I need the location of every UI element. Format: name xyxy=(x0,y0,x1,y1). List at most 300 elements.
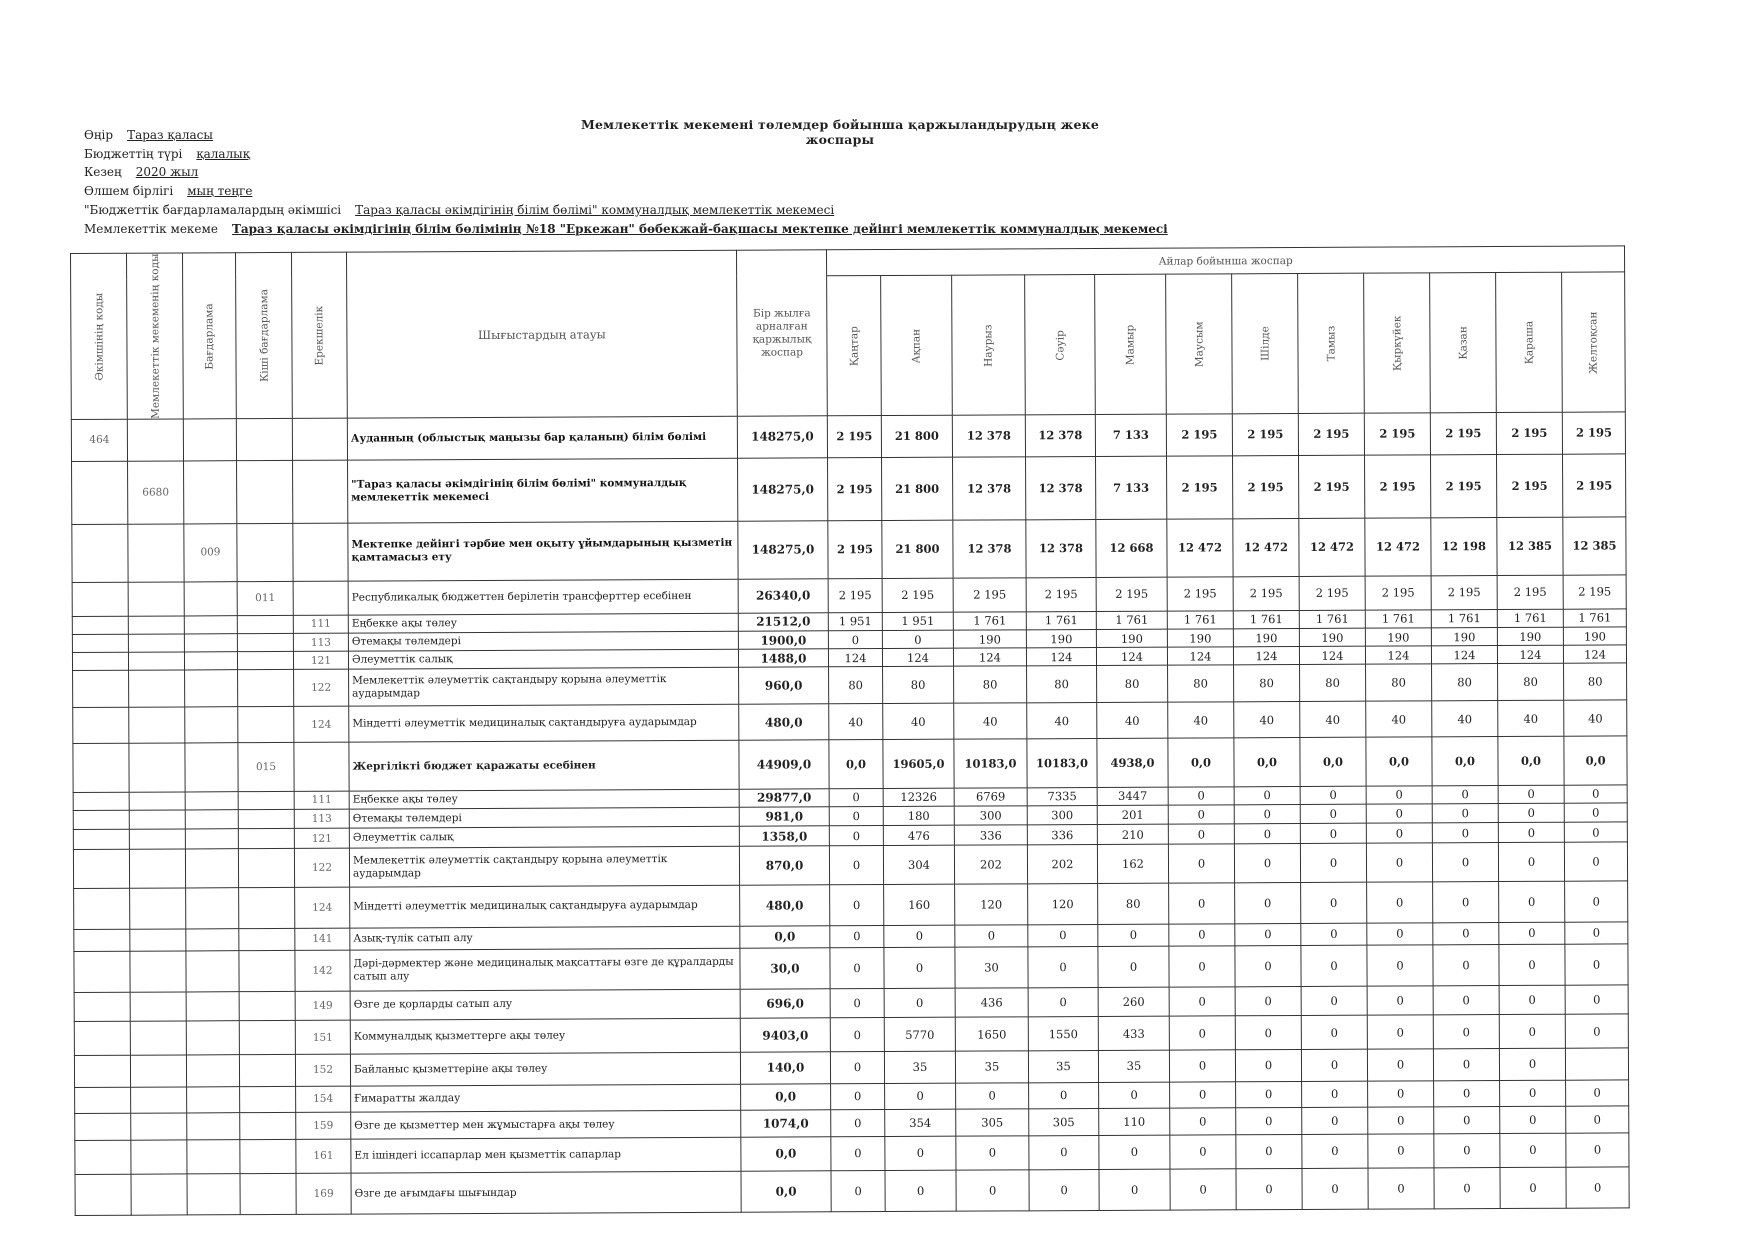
header-month: Шілде xyxy=(1232,274,1299,414)
month-value-cell: 0 xyxy=(1368,1168,1434,1210)
code-cell xyxy=(240,1139,296,1173)
month-value-cell: 0 xyxy=(1235,986,1301,1015)
code-cell xyxy=(74,929,130,951)
expense-name-cell: Өтемақы төлемдері xyxy=(348,631,738,651)
table-header xyxy=(71,246,1626,420)
month-value-cell: 2 195 xyxy=(953,578,1026,612)
table-row xyxy=(72,517,1626,583)
month-value-cell: 0 xyxy=(885,1170,956,1212)
month-value-cell: 354 xyxy=(885,1109,956,1136)
annual-total-cell: 1900,0 xyxy=(738,631,828,650)
month-value-cell: 190 xyxy=(1167,629,1233,648)
month-value-cell: 80 xyxy=(829,667,883,704)
month-value-cell: 1 761 xyxy=(1563,609,1626,627)
month-value-cell: 0 xyxy=(830,925,884,947)
month-value-cell: 21 800 xyxy=(881,416,952,458)
month-value-cell: 124 xyxy=(828,649,882,667)
expense-name-cell: Өзге де қорларды сатып алу xyxy=(350,989,740,1020)
month-value-cell: 0 xyxy=(1366,823,1432,843)
code-cell xyxy=(128,524,184,583)
month-value-cell: 40 xyxy=(883,703,954,740)
month-value-cell: 80 xyxy=(1564,663,1627,700)
month-value-cell: 0 xyxy=(829,826,883,846)
month-value-cell: 0 xyxy=(830,884,884,926)
code-cell xyxy=(73,830,129,850)
annual-total-cell: 29877,0 xyxy=(739,789,829,808)
month-value-cell: 0 xyxy=(1098,924,1169,946)
code-cell: 152 xyxy=(295,1054,350,1086)
table-row xyxy=(75,1167,1629,1216)
code-cell xyxy=(239,950,295,992)
month-value-cell: 0 xyxy=(1169,945,1235,987)
month-value-cell: 0 xyxy=(1433,985,1499,1014)
month-value-cell: 300 xyxy=(954,806,1027,826)
expense-name-cell: Ғимаратты жалдау xyxy=(351,1084,741,1113)
annual-total-cell: 140,0 xyxy=(740,1052,830,1084)
month-value-cell: 2 195 xyxy=(1233,455,1299,518)
expense-name-cell: Әлеуметтік салық xyxy=(349,827,739,848)
code-cell xyxy=(186,887,239,929)
meta-value: 2020 жыл xyxy=(135,165,199,179)
month-value-cell: 0 xyxy=(1302,1168,1368,1210)
expense-name-cell: Міндетті әлеуметтік медициналық сақтандыруға аударымдар xyxy=(350,885,740,928)
code-cell xyxy=(131,1174,187,1216)
code-cell xyxy=(237,652,293,670)
month-value-cell: 80 xyxy=(1366,664,1432,701)
code-cell xyxy=(185,829,238,849)
month-value-cell: 0 xyxy=(1169,987,1235,1016)
code-cell xyxy=(72,652,128,670)
month-value-cell: 0 xyxy=(1234,786,1300,805)
code-cell xyxy=(185,848,238,887)
month-value-cell: 0 xyxy=(1434,1080,1500,1107)
code-cell xyxy=(75,1140,131,1174)
month-value-cell: 124 xyxy=(1167,647,1233,666)
month-value-cell: 0 xyxy=(1498,803,1564,823)
month-value-cell: 0 xyxy=(1301,1049,1367,1081)
month-value-cell: 162 xyxy=(1097,844,1168,883)
month-value-cell: 12 378 xyxy=(1026,456,1096,519)
month-value-cell: 0 xyxy=(1499,944,1565,986)
month-value-cell: 0 xyxy=(1565,1014,1628,1048)
code-cell xyxy=(187,1113,240,1140)
month-value-cell: 0 xyxy=(884,925,955,947)
annual-total-cell: 9403,0 xyxy=(740,1018,830,1052)
month-value-cell: 0 xyxy=(1566,1106,1629,1133)
code-cell xyxy=(129,707,185,744)
code-cell xyxy=(238,791,294,809)
annual-total-cell: 480,0 xyxy=(740,884,830,926)
month-value-cell: 0 xyxy=(1498,823,1564,843)
month-value-cell: 190 xyxy=(1299,628,1365,647)
month-value-cell: 124 xyxy=(882,648,953,667)
month-value-cell: 0 xyxy=(885,1136,956,1170)
annual-total-cell: 480,0 xyxy=(739,704,829,741)
month-value-cell: 6769 xyxy=(954,788,1027,807)
month-value-cell: 2 195 xyxy=(1431,454,1497,517)
code-cell: 142 xyxy=(295,950,350,992)
annual-total-cell: 0,0 xyxy=(741,1083,831,1110)
code-cell: 122 xyxy=(294,848,349,887)
month-value-cell: 0 xyxy=(1235,1049,1301,1081)
month-value-cell: 0 xyxy=(1500,1080,1566,1107)
code-cell xyxy=(129,743,185,792)
code-cell xyxy=(238,829,294,849)
month-value-cell: 35 xyxy=(955,1051,1028,1083)
month-value-cell: 0 xyxy=(1236,1108,1302,1135)
month-value-cell: 0 xyxy=(1301,945,1367,987)
code-cell xyxy=(237,615,293,633)
code-cell: 151 xyxy=(295,1020,350,1054)
code-cell xyxy=(72,616,128,634)
month-value-cell: 0 xyxy=(1236,1081,1302,1108)
month-value-cell: 190 xyxy=(1431,628,1497,647)
month-value-cell: 190 xyxy=(1096,629,1167,648)
code-cell: 141 xyxy=(295,928,350,950)
month-value-cell: 0 xyxy=(1368,1080,1434,1107)
month-value-cell: 0 xyxy=(1301,923,1367,945)
month-value-cell: 80 xyxy=(954,666,1027,703)
month-value-cell: 433 xyxy=(1098,1016,1169,1050)
code-cell xyxy=(127,419,183,461)
month-value-cell: 12 472 xyxy=(1299,518,1365,577)
month-value-cell: 0 xyxy=(1028,924,1098,946)
expense-name-cell: "Тараз қаласы әкімдігінің білім бөлімі" коммуналдық мемлекеттік мекемесі xyxy=(348,458,738,523)
month-value-cell: 0 xyxy=(1433,922,1499,944)
month-value-cell: 0 xyxy=(1434,1167,1500,1209)
month-value-cell: 0 xyxy=(956,1082,1029,1109)
code-cell: 149 xyxy=(295,991,350,1020)
code-cell xyxy=(186,1021,239,1055)
month-value-cell: 80 xyxy=(1498,664,1564,701)
month-value-cell: 0 xyxy=(882,630,953,649)
month-value-cell: 0 xyxy=(1565,944,1628,986)
code-cell: 009 xyxy=(184,523,237,581)
month-value-cell: 2 195 xyxy=(828,457,882,520)
month-value-cell: 2 195 xyxy=(1431,575,1497,609)
month-value-cell: 2 195 xyxy=(1299,455,1365,518)
expense-name-cell: Өтемақы төлемдері xyxy=(349,807,739,828)
expense-name-cell: Өзге де ағымдағы шығындар xyxy=(351,1171,741,1214)
month-value-cell: 12 378 xyxy=(953,456,1026,519)
month-value-cell: 7335 xyxy=(1027,787,1097,806)
code-cell xyxy=(131,1140,187,1174)
meta-administrator xyxy=(84,203,834,217)
month-value-cell: 2 195 xyxy=(1562,412,1625,454)
month-value-cell: 80 xyxy=(1432,664,1498,701)
month-value-cell: 1 761 xyxy=(953,612,1026,631)
month-value-cell: 0 xyxy=(1432,803,1498,823)
code-cell xyxy=(131,1113,187,1140)
code-cell xyxy=(72,634,128,652)
code-cell xyxy=(239,887,295,929)
annual-total-cell: 0,0 xyxy=(741,1137,831,1171)
month-value-cell: 0 xyxy=(1302,1107,1368,1134)
code-cell xyxy=(294,742,349,791)
month-value-cell: 260 xyxy=(1098,987,1169,1016)
month-value-cell: 7 133 xyxy=(1095,414,1166,456)
code-cell xyxy=(293,523,348,582)
expense-name-cell: Дәрі-дәрмектер және медициналық мақсаттағы өзге де құралдарды сатып алу xyxy=(350,948,740,991)
code-cell xyxy=(73,792,129,810)
code-cell xyxy=(74,951,130,993)
month-value-cell: 0,0 xyxy=(1366,737,1432,786)
code-cell: 122 xyxy=(294,670,349,707)
header-month: Маусым xyxy=(1166,274,1233,414)
month-value-cell: 120 xyxy=(955,883,1028,925)
month-value-cell: 124 xyxy=(1026,648,1096,667)
month-value-cell: 0 xyxy=(1029,1169,1099,1211)
month-value-cell: 0 xyxy=(1169,1050,1235,1082)
code-cell xyxy=(185,670,238,707)
month-value-cell: 40 xyxy=(954,703,1027,740)
month-value-cell: 0 xyxy=(1499,881,1565,923)
code-cell xyxy=(184,634,237,652)
month-value-cell: 0 xyxy=(1169,1016,1235,1050)
month-value-cell: 0 xyxy=(830,988,884,1017)
month-value-cell: 40 xyxy=(1366,701,1432,738)
month-value-cell: 1 761 xyxy=(1233,610,1299,629)
code-cell xyxy=(238,809,294,829)
code-cell xyxy=(74,888,130,930)
month-value-cell: 0 xyxy=(1432,842,1498,881)
code-cell xyxy=(73,743,129,792)
month-value-cell: 1550 xyxy=(1028,1017,1098,1051)
header-expense-name: Шығыстардың атауы xyxy=(346,250,737,418)
code-cell xyxy=(131,1086,187,1113)
month-value-cell: 2 195 xyxy=(1298,414,1364,456)
month-value-cell: 0 xyxy=(1168,787,1234,806)
code-cell xyxy=(186,929,239,951)
month-value-cell: 40 xyxy=(1097,702,1168,739)
month-value-cell: 2 195 xyxy=(828,520,882,578)
month-value-cell: 476 xyxy=(883,826,954,846)
annual-total-cell: 44909,0 xyxy=(739,740,829,789)
code-cell xyxy=(72,582,128,616)
month-value-cell: 80 xyxy=(1027,666,1097,703)
month-value-cell: 10183,0 xyxy=(1027,739,1097,788)
month-value-cell: 0 xyxy=(830,947,884,989)
month-value-cell: 2 195 xyxy=(1497,575,1563,609)
header-month: Желтоқсан xyxy=(1562,272,1626,412)
month-value-cell: 12 668 xyxy=(1096,519,1167,578)
month-value-cell: 0,0 xyxy=(1300,737,1366,786)
annual-total-cell: 21512,0 xyxy=(738,613,828,632)
month-value-cell: 80 xyxy=(1168,665,1234,702)
month-value-cell: 1 951 xyxy=(828,612,882,630)
code-cell: 111 xyxy=(294,791,349,809)
expense-name-cell: Еңбекке ақы төлеу xyxy=(349,789,739,809)
code-cell xyxy=(185,707,238,744)
month-value-cell: 1 761 xyxy=(1096,611,1167,630)
annual-total-cell: 1488,0 xyxy=(738,649,828,668)
month-value-cell: 0,0 xyxy=(1168,738,1234,787)
month-value-cell: 12 385 xyxy=(1563,517,1626,576)
code-cell xyxy=(130,992,186,1021)
header-month: Ақпан xyxy=(881,275,953,415)
code-cell xyxy=(129,829,185,849)
month-value-cell: 80 xyxy=(1097,666,1168,703)
code-cell xyxy=(184,652,237,670)
code-cell: 6680 xyxy=(128,461,184,524)
month-value-cell: 0 xyxy=(831,1110,885,1137)
code-cell xyxy=(237,523,293,582)
annual-total-cell: 1358,0 xyxy=(739,826,829,846)
month-value-cell: 190 xyxy=(1563,627,1626,645)
month-value-cell: 40 xyxy=(1432,700,1498,737)
code-cell: 113 xyxy=(294,809,349,829)
month-value-cell: 0 xyxy=(1564,842,1627,881)
code-cell xyxy=(73,810,129,830)
month-value-cell: 0 xyxy=(1170,1081,1236,1108)
month-value-cell: 202 xyxy=(954,845,1027,884)
meta-label: Кезең xyxy=(84,165,122,179)
month-value-cell: 305 xyxy=(1029,1109,1099,1136)
month-value-cell: 0,0 xyxy=(1564,736,1627,785)
month-value-cell: 0 xyxy=(1565,922,1628,944)
code-cell xyxy=(239,1020,295,1054)
month-value-cell: 2 195 xyxy=(1096,577,1167,611)
code-cell xyxy=(185,810,238,830)
month-value-cell: 0 xyxy=(1500,1106,1566,1133)
month-value-cell: 80 xyxy=(883,667,954,704)
expense-name-cell: Мемлекеттік әлеуметтік сақтандыру қорына әлеуметтік аударымдар xyxy=(349,846,739,887)
header-institution-code: Мемлекеттік мекеменің коды xyxy=(127,253,184,420)
annual-total-cell: 960,0 xyxy=(739,667,829,704)
month-value-cell: 2 195 xyxy=(1430,413,1496,455)
code-cell xyxy=(187,1174,240,1216)
month-value-cell: 0 xyxy=(1300,786,1366,805)
meta-value: Тараз қаласы xyxy=(127,128,213,142)
month-value-cell: 0 xyxy=(1169,924,1235,946)
meta-unit xyxy=(84,184,252,198)
month-value-cell: 1 951 xyxy=(882,612,953,631)
month-value-cell: 0 xyxy=(1366,786,1432,805)
month-value-cell: 0 xyxy=(1301,1015,1367,1049)
month-value-cell: 0 xyxy=(1498,785,1564,804)
month-value-cell: 0 xyxy=(1028,946,1098,988)
code-cell xyxy=(72,524,128,583)
annual-total-cell: 696,0 xyxy=(740,989,830,1019)
code-cell xyxy=(187,1086,240,1113)
annual-total-cell: 148275,0 xyxy=(738,520,828,579)
code-cell xyxy=(187,1140,240,1174)
month-value-cell: 0 xyxy=(884,947,955,989)
code-cell: 154 xyxy=(296,1086,351,1113)
month-value-cell: 0 xyxy=(829,806,883,826)
code-cell: 121 xyxy=(293,651,348,669)
month-value-cell: 0 xyxy=(1564,785,1627,803)
month-value-cell: 304 xyxy=(883,845,954,884)
annual-total-cell: 148275,0 xyxy=(738,457,828,521)
month-value-cell: 1650 xyxy=(955,1017,1028,1051)
expense-name-cell: Коммуналдық қызметтерге ақы төлеу xyxy=(350,1018,740,1054)
code-cell xyxy=(184,582,237,616)
code-cell xyxy=(74,1055,130,1087)
code-cell xyxy=(236,419,292,461)
month-value-cell: 0 xyxy=(1432,823,1498,843)
code-cell xyxy=(185,791,238,809)
month-value-cell: 0 xyxy=(1300,804,1366,824)
code-cell xyxy=(74,992,130,1021)
expense-name-cell: Республикалық бюджеттен берілетін трансферттер есебінен xyxy=(348,579,738,615)
month-value-cell: 0 xyxy=(1499,985,1565,1014)
month-value-cell: 0 xyxy=(829,845,883,884)
month-value-cell: 40 xyxy=(1300,701,1366,738)
code-cell xyxy=(240,1086,296,1113)
month-value-cell: 12 378 xyxy=(1025,415,1095,457)
month-value-cell: 0 xyxy=(1098,946,1169,988)
month-value-cell: 0 xyxy=(1302,1081,1368,1108)
table-body xyxy=(71,412,1629,1216)
month-value-cell: 1 761 xyxy=(1167,611,1233,630)
header-admin-code: Әкімшінің коды xyxy=(71,253,128,420)
code-cell xyxy=(130,888,186,930)
month-value-cell: 0 xyxy=(1235,1016,1301,1050)
month-value-cell: 2 195 xyxy=(1365,576,1431,610)
month-value-cell: 0,0 xyxy=(1234,738,1300,787)
code-cell xyxy=(128,616,184,634)
code-cell xyxy=(183,419,236,461)
month-value-cell: 0 xyxy=(1433,881,1499,923)
code-cell xyxy=(73,671,129,708)
month-value-cell: 0 xyxy=(1300,824,1366,844)
month-value-cell: 0 xyxy=(1498,842,1564,881)
month-value-cell: 0 xyxy=(1302,1134,1368,1168)
month-value-cell: 0 xyxy=(956,1170,1029,1212)
financing-plan-table xyxy=(70,245,1630,1216)
month-value-cell: 0 xyxy=(1368,1107,1434,1134)
header-annual-plan: Бір жылға арналған қаржылық жоспар xyxy=(736,250,827,417)
code-cell: 113 xyxy=(293,633,348,651)
month-value-cell: 124 xyxy=(1563,645,1626,663)
month-value-cell: 0,0 xyxy=(1432,737,1498,786)
code-cell xyxy=(240,1113,296,1140)
month-value-cell: 0 xyxy=(955,925,1028,947)
month-value-cell: 2 195 xyxy=(882,578,953,612)
month-value-cell: 0 xyxy=(1434,1107,1500,1134)
month-value-cell: 0 xyxy=(1434,1133,1500,1167)
code-cell xyxy=(292,418,347,460)
month-value-cell: 0 xyxy=(1170,1108,1236,1135)
month-value-cell: 0 xyxy=(1300,843,1366,882)
code-cell xyxy=(186,992,239,1021)
month-value-cell: 2 195 xyxy=(1563,575,1626,609)
meta-value: Тараз қаласы әкімдігінің білім бөлімінің №18 "Еркежан" бөбекжай-бақшасы мектепке дейінгі мемлекеттік коммуналдық мекемесі xyxy=(231,222,1168,236)
meta-value: мың теңге xyxy=(187,184,253,198)
month-value-cell: 7 133 xyxy=(1096,456,1167,519)
month-value-cell: 124 xyxy=(953,648,1026,667)
month-value-cell: 190 xyxy=(1233,629,1299,648)
code-cell: 015 xyxy=(238,743,294,792)
code-cell xyxy=(293,581,348,615)
code-cell xyxy=(75,1087,131,1114)
month-value-cell: 124 xyxy=(1299,646,1365,665)
code-cell xyxy=(239,1054,295,1086)
code-cell: 111 xyxy=(293,615,348,633)
expense-name-cell: Әлеуметтік салық xyxy=(348,650,738,670)
month-value-cell: 0 xyxy=(1234,824,1300,844)
code-cell: 464 xyxy=(71,420,127,462)
month-value-cell: 5770 xyxy=(884,1017,955,1051)
annual-total-cell: 870,0 xyxy=(739,846,829,885)
month-value-cell: 0 xyxy=(1234,804,1300,824)
month-value-cell: 0 xyxy=(1366,804,1432,824)
meta-value: Тараз қаласы әкімдігінің білім бөлімі" коммуналдық мемлекеттік мекемесі xyxy=(355,203,835,217)
month-value-cell: 40 xyxy=(1564,700,1627,737)
expense-name-cell: Азық-түлік сатып алу xyxy=(350,926,740,950)
month-value-cell: 336 xyxy=(954,825,1027,845)
